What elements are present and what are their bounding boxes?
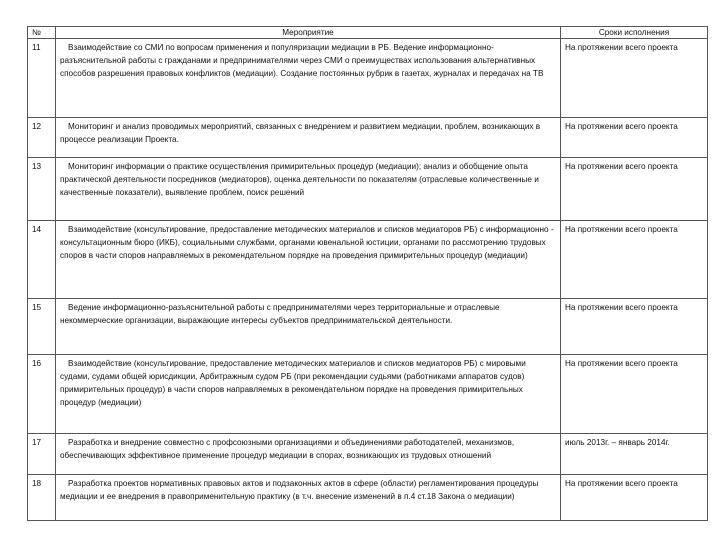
table-row bbox=[28, 434, 708, 475]
table-row bbox=[28, 39, 708, 118]
row-number: 18 bbox=[28, 475, 56, 521]
row-activity: Разработка и внедрение совместно с профсоюзными организациями и объединениями работодателей, механизмов, обеспечивающих эффективное применение процедур медиации в спорах, возникающих из трудовых отношений bbox=[56, 434, 561, 475]
header-number: № bbox=[28, 27, 56, 39]
row-activity: Взаимодействие со СМИ по вопросам применения и популяризации медиации в РБ. Ведение информационно-разъяснительной работы с гражданами и предпринимателями через СМИ о преимуществах использования альтернативных способов разрешения правовых конфликтов (медиации). Создание постоянных рубрик в газетах, журналах и передачах на ТВ bbox=[56, 39, 561, 118]
table-row bbox=[28, 221, 708, 299]
header-deadline: Сроки исполнения bbox=[561, 27, 708, 39]
table-row bbox=[28, 299, 708, 355]
table-row bbox=[28, 475, 708, 521]
row-activity: Взаимодействие (консультирование, предоставление методических материалов и списков медиаторов РБ) с мировыми судами, судами общей юрисдикции, Арбитражным судом РБ (при рекомендации судьями (работниками аппаратов судов) примирительных процедур) в части споров направляемых в рекомендательном порядке на проведения примирительных процедур (медиации) bbox=[56, 355, 561, 434]
row-deadline: На протяжении всего проекта bbox=[561, 158, 708, 221]
row-deadline: На протяжении всего проекта bbox=[561, 118, 708, 158]
header-activity: Мероприятие bbox=[56, 27, 561, 39]
row-deadline: На протяжении всего проекта bbox=[561, 355, 708, 434]
row-activity: Взаимодействие (консультирование, предоставление методических материалов и списков медиаторов РБ) с информационно - консультационным бюро (ИКБ), социальными службами, органами ювенальной юстиции, органами по рассмотрению трудовых споров в части споров направляемых в рекомендательном порядке на проведения примирительных процедур (медиации) bbox=[56, 221, 561, 299]
row-deadline: На протяжении всего проекта bbox=[561, 221, 708, 299]
row-deadline: июль 2013г. – январь 2014г. bbox=[561, 434, 708, 475]
table-row bbox=[28, 158, 708, 221]
row-activity: Мониторинг и анализ проводимых мероприятий, связанных с внедрением и развитием медиации, проблем, возникающих в процессе реализации Проекта. bbox=[56, 118, 561, 158]
row-number: 15 bbox=[28, 299, 56, 355]
row-number: 17 bbox=[28, 434, 56, 475]
table-header-row bbox=[28, 27, 708, 39]
table-row bbox=[28, 118, 708, 158]
row-number: 11 bbox=[28, 39, 56, 118]
row-number: 13 bbox=[28, 158, 56, 221]
row-deadline: На протяжении всего проекта bbox=[561, 475, 708, 521]
row-number: 12 bbox=[28, 118, 56, 158]
activities-table bbox=[27, 26, 708, 521]
row-deadline: На протяжении всего проекта bbox=[561, 299, 708, 355]
row-activity: Разработка проектов нормативных правовых актов и подзаконных актов в сфере (области) регламентирования процедуры медиации и ее внедрения в правоприменительную практику (в т.ч. внесение изменений в п.4 ст.18 Закона о медиации) bbox=[56, 475, 561, 521]
row-activity: Мониторинг информации о практике осуществления примирительных процедур (медиации); анализ и обобщение опыта практической деятельности посредников (медиаторов), оценка деятельности по показателям (отраслевые количественные и качественные показатели), выявление проблем, поиск решений bbox=[56, 158, 561, 221]
table-row bbox=[28, 355, 708, 434]
row-deadline: На протяжении всего проекта bbox=[561, 39, 708, 118]
row-number: 14 bbox=[28, 221, 56, 299]
row-activity: Ведение информационно-разъяснительной работы с предпринимателями через территориальные и отраслевые некоммерческие организации, выражающие интересы субъектов предпринимательской деятельности. bbox=[56, 299, 561, 355]
row-number: 16 bbox=[28, 355, 56, 434]
